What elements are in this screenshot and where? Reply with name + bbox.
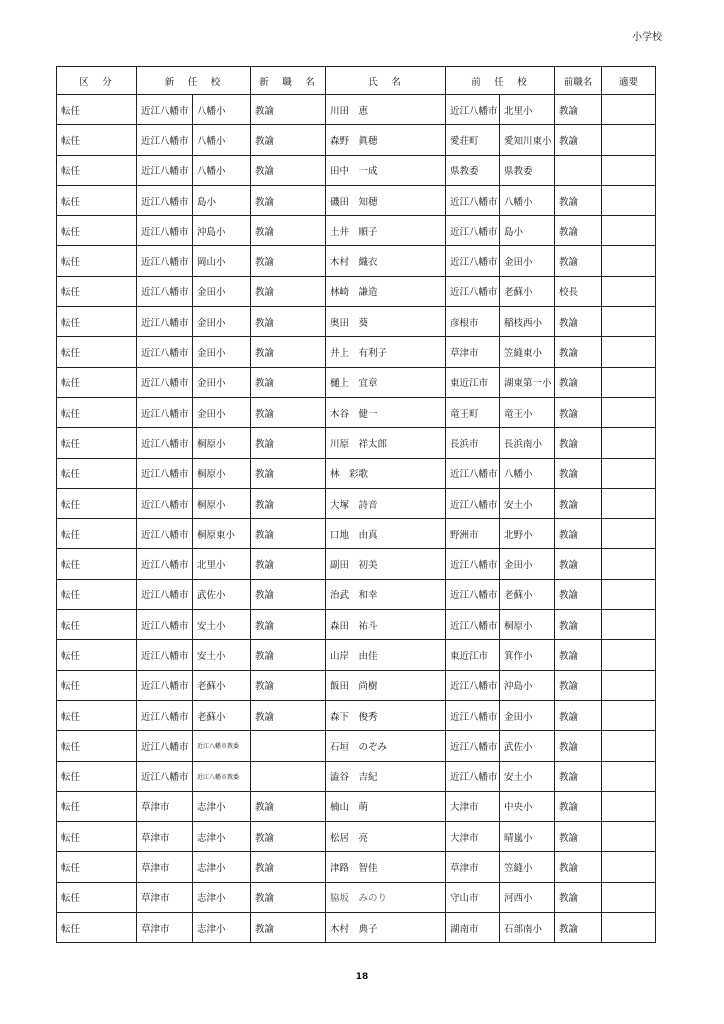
note-cell xyxy=(602,822,656,852)
new-school-cell: 桐原小 xyxy=(193,458,251,488)
new-title-cell: 教諭 xyxy=(251,185,326,215)
new-city-cell: 近江八幡市 xyxy=(137,549,193,579)
category-cell: 転任 xyxy=(57,882,137,912)
category-cell: 転任 xyxy=(57,276,137,306)
new-school-cell: 岡山小 xyxy=(193,246,251,276)
new-title-cell: 教諭 xyxy=(251,95,326,125)
new-school-cell: 志津小 xyxy=(193,852,251,882)
new-school-cell: 桐原東小 xyxy=(193,519,251,549)
prev-city-cell: 近江八幡市 xyxy=(446,458,500,488)
new-city-cell: 近江八幡市 xyxy=(137,337,193,367)
name-cell: 副田 初美 xyxy=(326,549,446,579)
header-prev-post: 前 任 校 xyxy=(446,67,555,95)
prev-city-cell: 大津市 xyxy=(446,791,500,821)
name-cell: 楠山 萌 xyxy=(326,791,446,821)
prev-city-cell: 愛荘町 xyxy=(446,125,500,155)
new-school-cell: 北里小 xyxy=(193,549,251,579)
name-cell: 木村 典子 xyxy=(326,913,446,943)
prev-title-cell xyxy=(555,155,602,185)
prev-city-cell: 近江八幡市 xyxy=(446,185,500,215)
prev-title-cell: 教諭 xyxy=(555,579,602,609)
category-cell: 転任 xyxy=(57,549,137,579)
table-row xyxy=(57,397,656,427)
prev-city-cell: 大津市 xyxy=(446,822,500,852)
new-title-cell: 教諭 xyxy=(251,246,326,276)
category-cell: 転任 xyxy=(57,246,137,276)
new-school-cell: 志津小 xyxy=(193,822,251,852)
name-cell: 森野 眞穂 xyxy=(326,125,446,155)
table-row xyxy=(57,307,656,337)
prev-school-cell: 晴嵐小 xyxy=(500,822,555,852)
note-cell xyxy=(602,852,656,882)
note-cell xyxy=(602,125,656,155)
new-title-cell: 教諭 xyxy=(251,822,326,852)
new-city-cell: 近江八幡市 xyxy=(137,185,193,215)
new-city-cell: 近江八幡市 xyxy=(137,579,193,609)
prev-school-cell: 長浜南小 xyxy=(500,428,555,458)
name-cell: 土井 順子 xyxy=(326,216,446,246)
category-cell: 転任 xyxy=(57,458,137,488)
table-row xyxy=(57,276,656,306)
note-cell xyxy=(602,428,656,458)
new-title-cell: 教諭 xyxy=(251,216,326,246)
name-cell: 脇坂 みのり xyxy=(326,882,446,912)
name-cell: 治武 和幸 xyxy=(326,579,446,609)
name-cell: 木村 織衣 xyxy=(326,246,446,276)
prev-city-cell: 近江八幡市 xyxy=(446,670,500,700)
category-cell: 転任 xyxy=(57,610,137,640)
new-school-cell: 志津小 xyxy=(193,913,251,943)
prev-school-cell: 老蘇小 xyxy=(500,276,555,306)
prev-title-cell: 教諭 xyxy=(555,519,602,549)
name-cell: 澁谷 吉紀 xyxy=(326,761,446,791)
new-title-cell: 教諭 xyxy=(251,700,326,730)
prev-city-cell: 近江八幡市 xyxy=(446,95,500,125)
prev-school-cell: 金田小 xyxy=(500,549,555,579)
table-row xyxy=(57,458,656,488)
category-cell: 転任 xyxy=(57,307,137,337)
name-cell: 大塚 詩音 xyxy=(326,488,446,518)
prev-city-cell: 近江八幡市 xyxy=(446,488,500,518)
new-school-cell: 金田小 xyxy=(193,276,251,306)
school-type-label: 小学校 xyxy=(632,32,662,43)
prev-school-cell: 安土小 xyxy=(500,761,555,791)
prev-city-cell: 長浜市 xyxy=(446,428,500,458)
note-cell xyxy=(602,488,656,518)
name-cell: 森下 俊秀 xyxy=(326,700,446,730)
new-city-cell: 近江八幡市 xyxy=(137,610,193,640)
new-title-cell: 教諭 xyxy=(251,337,326,367)
new-title-cell: 教諭 xyxy=(251,458,326,488)
category-cell: 転任 xyxy=(57,155,137,185)
prev-school-cell: 稲枝西小 xyxy=(500,307,555,337)
new-title-cell: 教諭 xyxy=(251,913,326,943)
new-city-cell: 近江八幡市 xyxy=(137,458,193,488)
table-row xyxy=(57,731,656,761)
prev-school-cell: 八幡小 xyxy=(500,185,555,215)
prev-city-cell: 近江八幡市 xyxy=(446,276,500,306)
name-cell: 飯田 尚樹 xyxy=(326,670,446,700)
new-city-cell: 近江八幡市 xyxy=(137,95,193,125)
name-cell: 田中 一成 xyxy=(326,155,446,185)
note-cell xyxy=(602,216,656,246)
prev-title-cell: 教諭 xyxy=(555,216,602,246)
prev-title-cell: 教諭 xyxy=(555,761,602,791)
prev-city-cell: 近江八幡市 xyxy=(446,246,500,276)
note-cell xyxy=(602,579,656,609)
table-row xyxy=(57,95,656,125)
page-number: 18 xyxy=(355,972,369,982)
category-cell: 転任 xyxy=(57,822,137,852)
new-title-cell: 教諭 xyxy=(251,670,326,700)
category-cell: 転任 xyxy=(57,852,137,882)
prev-city-cell: 近江八幡市 xyxy=(446,761,500,791)
new-title-cell: 教諭 xyxy=(251,125,326,155)
new-city-cell: 近江八幡市 xyxy=(137,125,193,155)
note-cell xyxy=(602,155,656,185)
header-category: 区 分 xyxy=(57,67,137,95)
prev-school-cell: 竜王小 xyxy=(500,397,555,427)
prev-school-cell: 箕作小 xyxy=(500,640,555,670)
new-school-cell: 八幡小 xyxy=(193,155,251,185)
prev-title-cell: 教諭 xyxy=(555,700,602,730)
prev-school-cell: 島小 xyxy=(500,216,555,246)
table-row xyxy=(57,428,656,458)
prev-school-cell: 北野小 xyxy=(500,519,555,549)
new-city-cell: 近江八幡市 xyxy=(137,731,193,761)
table-row xyxy=(57,610,656,640)
prev-title-cell: 教諭 xyxy=(555,185,602,215)
prev-city-cell: 東近江市 xyxy=(446,640,500,670)
prev-city-cell: 近江八幡市 xyxy=(446,216,500,246)
table-row xyxy=(57,791,656,821)
new-title-cell: 教諭 xyxy=(251,428,326,458)
note-cell xyxy=(602,610,656,640)
new-title-cell xyxy=(251,731,326,761)
prev-school-cell: 沖島小 xyxy=(500,670,555,700)
prev-city-cell: 草津市 xyxy=(446,852,500,882)
new-school-cell: 安土小 xyxy=(193,640,251,670)
name-cell: 井上 有利子 xyxy=(326,337,446,367)
prev-city-cell: 竜王町 xyxy=(446,397,500,427)
new-title-cell: 教諭 xyxy=(251,882,326,912)
new-title-cell: 教諭 xyxy=(251,307,326,337)
new-school-cell: 老蘇小 xyxy=(193,700,251,730)
new-city-cell: 草津市 xyxy=(137,791,193,821)
prev-school-cell: 県教委 xyxy=(500,155,555,185)
prev-title-cell: 教諭 xyxy=(555,246,602,276)
prev-school-cell: 金田小 xyxy=(500,246,555,276)
prev-city-cell: 東近江市 xyxy=(446,367,500,397)
new-school-cell: 近江八幡市教委 xyxy=(193,761,251,791)
category-cell: 転任 xyxy=(57,216,137,246)
new-title-cell: 教諭 xyxy=(251,519,326,549)
name-cell: 磯田 知穂 xyxy=(326,185,446,215)
new-title-cell: 教諭 xyxy=(251,367,326,397)
table-row xyxy=(57,670,656,700)
note-cell xyxy=(602,95,656,125)
prev-school-cell: 武佐小 xyxy=(500,731,555,761)
prev-title-cell: 教諭 xyxy=(555,640,602,670)
prev-city-cell: 近江八幡市 xyxy=(446,549,500,579)
prev-school-cell: 安土小 xyxy=(500,488,555,518)
category-cell: 転任 xyxy=(57,579,137,609)
new-city-cell: 近江八幡市 xyxy=(137,246,193,276)
new-title-cell: 教諭 xyxy=(251,579,326,609)
header-name: 氏 名 xyxy=(326,67,446,95)
category-cell: 転任 xyxy=(57,488,137,518)
prev-title-cell: 教諭 xyxy=(555,852,602,882)
table-body xyxy=(57,95,656,943)
name-cell: 津路 智佳 xyxy=(326,852,446,882)
new-school-cell: 老蘇小 xyxy=(193,670,251,700)
table-row xyxy=(57,337,656,367)
table-row xyxy=(57,579,656,609)
note-cell xyxy=(602,519,656,549)
note-cell xyxy=(602,397,656,427)
new-title-cell: 教諭 xyxy=(251,791,326,821)
new-city-cell: 近江八幡市 xyxy=(137,761,193,791)
note-cell xyxy=(602,307,656,337)
name-cell: 山岸 由佳 xyxy=(326,640,446,670)
table-row xyxy=(57,125,656,155)
category-cell: 転任 xyxy=(57,337,137,367)
prev-title-cell: 校長 xyxy=(555,276,602,306)
category-cell: 転任 xyxy=(57,125,137,155)
new-city-cell: 近江八幡市 xyxy=(137,700,193,730)
prev-school-cell: 石部南小 xyxy=(500,913,555,943)
new-school-cell: 金田小 xyxy=(193,307,251,337)
name-cell: 木谷 健一 xyxy=(326,397,446,427)
prev-title-cell: 教諭 xyxy=(555,488,602,518)
category-cell: 転任 xyxy=(57,731,137,761)
new-school-cell: 近江八幡市教委 xyxy=(193,731,251,761)
category-cell: 転任 xyxy=(57,913,137,943)
prev-school-cell: 老蘇小 xyxy=(500,579,555,609)
note-cell xyxy=(602,700,656,730)
new-school-cell: 志津小 xyxy=(193,882,251,912)
new-city-cell: 近江八幡市 xyxy=(137,428,193,458)
prev-title-cell: 教諭 xyxy=(555,367,602,397)
note-cell xyxy=(602,337,656,367)
new-title-cell: 教諭 xyxy=(251,488,326,518)
prev-title-cell: 教諭 xyxy=(555,125,602,155)
new-title-cell: 教諭 xyxy=(251,640,326,670)
note-cell xyxy=(602,458,656,488)
new-city-cell: 近江八幡市 xyxy=(137,670,193,700)
category-cell: 転任 xyxy=(57,761,137,791)
new-city-cell: 草津市 xyxy=(137,882,193,912)
prev-school-cell: 中央小 xyxy=(500,791,555,821)
prev-city-cell: 近江八幡市 xyxy=(446,610,500,640)
prev-title-cell: 教諭 xyxy=(555,428,602,458)
new-school-cell: 安土小 xyxy=(193,610,251,640)
name-cell: 松居 亮 xyxy=(326,822,446,852)
prev-school-cell: 八幡小 xyxy=(500,458,555,488)
category-cell: 転任 xyxy=(57,640,137,670)
table-row xyxy=(57,700,656,730)
new-city-cell: 近江八幡市 xyxy=(137,519,193,549)
new-school-cell: 志津小 xyxy=(193,791,251,821)
new-school-cell: 金田小 xyxy=(193,337,251,367)
table-row xyxy=(57,155,656,185)
prev-school-cell: 桐原小 xyxy=(500,610,555,640)
personnel-table xyxy=(56,66,656,943)
new-city-cell: 近江八幡市 xyxy=(137,397,193,427)
prev-title-cell: 教諭 xyxy=(555,670,602,700)
new-school-cell: 桐原小 xyxy=(193,488,251,518)
prev-school-cell: 笠縫小 xyxy=(500,852,555,882)
prev-city-cell: 守山市 xyxy=(446,882,500,912)
table-row xyxy=(57,488,656,518)
prev-title-cell: 教諭 xyxy=(555,307,602,337)
category-cell: 転任 xyxy=(57,95,137,125)
prev-school-cell: 金田小 xyxy=(500,700,555,730)
note-cell xyxy=(602,913,656,943)
new-title-cell: 教諭 xyxy=(251,397,326,427)
prev-title-cell: 教諭 xyxy=(555,610,602,640)
new-city-cell: 近江八幡市 xyxy=(137,307,193,337)
header-new-title: 新 職 名 xyxy=(251,67,326,95)
table-row xyxy=(57,367,656,397)
name-cell: 口地 由真 xyxy=(326,519,446,549)
new-school-cell: 金田小 xyxy=(193,367,251,397)
new-title-cell: 教諭 xyxy=(251,852,326,882)
name-cell: 川原 祥太郎 xyxy=(326,428,446,458)
note-cell xyxy=(602,185,656,215)
table-row xyxy=(57,246,656,276)
note-cell xyxy=(602,882,656,912)
new-city-cell: 近江八幡市 xyxy=(137,216,193,246)
table-header-row xyxy=(57,67,656,95)
new-city-cell: 近江八幡市 xyxy=(137,367,193,397)
prev-title-cell: 教諭 xyxy=(555,337,602,367)
header-new-post: 新 任 校 xyxy=(137,67,251,95)
new-school-cell: 武佐小 xyxy=(193,579,251,609)
new-city-cell: 草津市 xyxy=(137,913,193,943)
prev-title-cell: 教諭 xyxy=(555,549,602,579)
header-prev-title: 前職名 xyxy=(555,67,602,95)
name-cell: 林 彩歌 xyxy=(326,458,446,488)
prev-city-cell: 野洲市 xyxy=(446,519,500,549)
category-cell: 転任 xyxy=(57,670,137,700)
name-cell: 林崎 謙造 xyxy=(326,276,446,306)
new-title-cell: 教諭 xyxy=(251,155,326,185)
new-city-cell: 近江八幡市 xyxy=(137,488,193,518)
category-cell: 転任 xyxy=(57,519,137,549)
note-cell xyxy=(602,640,656,670)
prev-title-cell: 教諭 xyxy=(555,95,602,125)
table-row xyxy=(57,822,656,852)
new-school-cell: 沖島小 xyxy=(193,216,251,246)
new-school-cell: 八幡小 xyxy=(193,95,251,125)
new-school-cell: 桐原小 xyxy=(193,428,251,458)
new-title-cell xyxy=(251,761,326,791)
category-cell: 転任 xyxy=(57,185,137,215)
category-cell: 転任 xyxy=(57,791,137,821)
table-row xyxy=(57,913,656,943)
prev-school-cell: 河西小 xyxy=(500,882,555,912)
table-row xyxy=(57,216,656,246)
category-cell: 転任 xyxy=(57,428,137,458)
prev-city-cell: 近江八幡市 xyxy=(446,700,500,730)
category-cell: 転任 xyxy=(57,700,137,730)
prev-title-cell: 教諭 xyxy=(555,731,602,761)
note-cell xyxy=(602,761,656,791)
note-cell xyxy=(602,791,656,821)
prev-school-cell: 北里小 xyxy=(500,95,555,125)
note-cell xyxy=(602,549,656,579)
prev-title-cell: 教諭 xyxy=(555,913,602,943)
new-city-cell: 近江八幡市 xyxy=(137,640,193,670)
prev-title-cell: 教諭 xyxy=(555,397,602,427)
header-notes: 適要 xyxy=(602,67,656,95)
prev-city-cell: 県教委 xyxy=(446,155,500,185)
note-cell xyxy=(602,367,656,397)
new-city-cell: 近江八幡市 xyxy=(137,276,193,306)
name-cell: 奥田 葵 xyxy=(326,307,446,337)
prev-title-cell: 教諭 xyxy=(555,791,602,821)
prev-school-cell: 笠縫東小 xyxy=(500,337,555,367)
name-cell: 川田 恵 xyxy=(326,95,446,125)
prev-city-cell: 近江八幡市 xyxy=(446,579,500,609)
new-title-cell: 教諭 xyxy=(251,276,326,306)
new-city-cell: 近江八幡市 xyxy=(137,155,193,185)
category-cell: 転任 xyxy=(57,367,137,397)
prev-school-cell: 湖東第一小 xyxy=(500,367,555,397)
table-row xyxy=(57,852,656,882)
new-school-cell: 八幡小 xyxy=(193,125,251,155)
prev-city-cell: 草津市 xyxy=(446,337,500,367)
table-row xyxy=(57,761,656,791)
table-row xyxy=(57,549,656,579)
note-cell xyxy=(602,731,656,761)
table-row xyxy=(57,519,656,549)
new-title-cell: 教諭 xyxy=(251,610,326,640)
note-cell xyxy=(602,246,656,276)
name-cell: 樋上 宜章 xyxy=(326,367,446,397)
table-row xyxy=(57,882,656,912)
new-city-cell: 草津市 xyxy=(137,822,193,852)
prev-title-cell: 教諭 xyxy=(555,458,602,488)
prev-title-cell: 教諭 xyxy=(555,882,602,912)
new-title-cell: 教諭 xyxy=(251,549,326,579)
new-city-cell: 草津市 xyxy=(137,852,193,882)
category-cell: 転任 xyxy=(57,397,137,427)
table-row xyxy=(57,640,656,670)
prev-city-cell: 近江八幡市 xyxy=(446,731,500,761)
prev-school-cell: 愛知川東小 xyxy=(500,125,555,155)
prev-city-cell: 湖南市 xyxy=(446,913,500,943)
prev-city-cell: 彦根市 xyxy=(446,307,500,337)
prev-title-cell: 教諭 xyxy=(555,822,602,852)
note-cell xyxy=(602,670,656,700)
table-row xyxy=(57,185,656,215)
name-cell: 石垣 のぞみ xyxy=(326,731,446,761)
name-cell: 森田 祐斗 xyxy=(326,610,446,640)
note-cell xyxy=(602,276,656,306)
new-school-cell: 島小 xyxy=(193,185,251,215)
new-school-cell: 金田小 xyxy=(193,397,251,427)
